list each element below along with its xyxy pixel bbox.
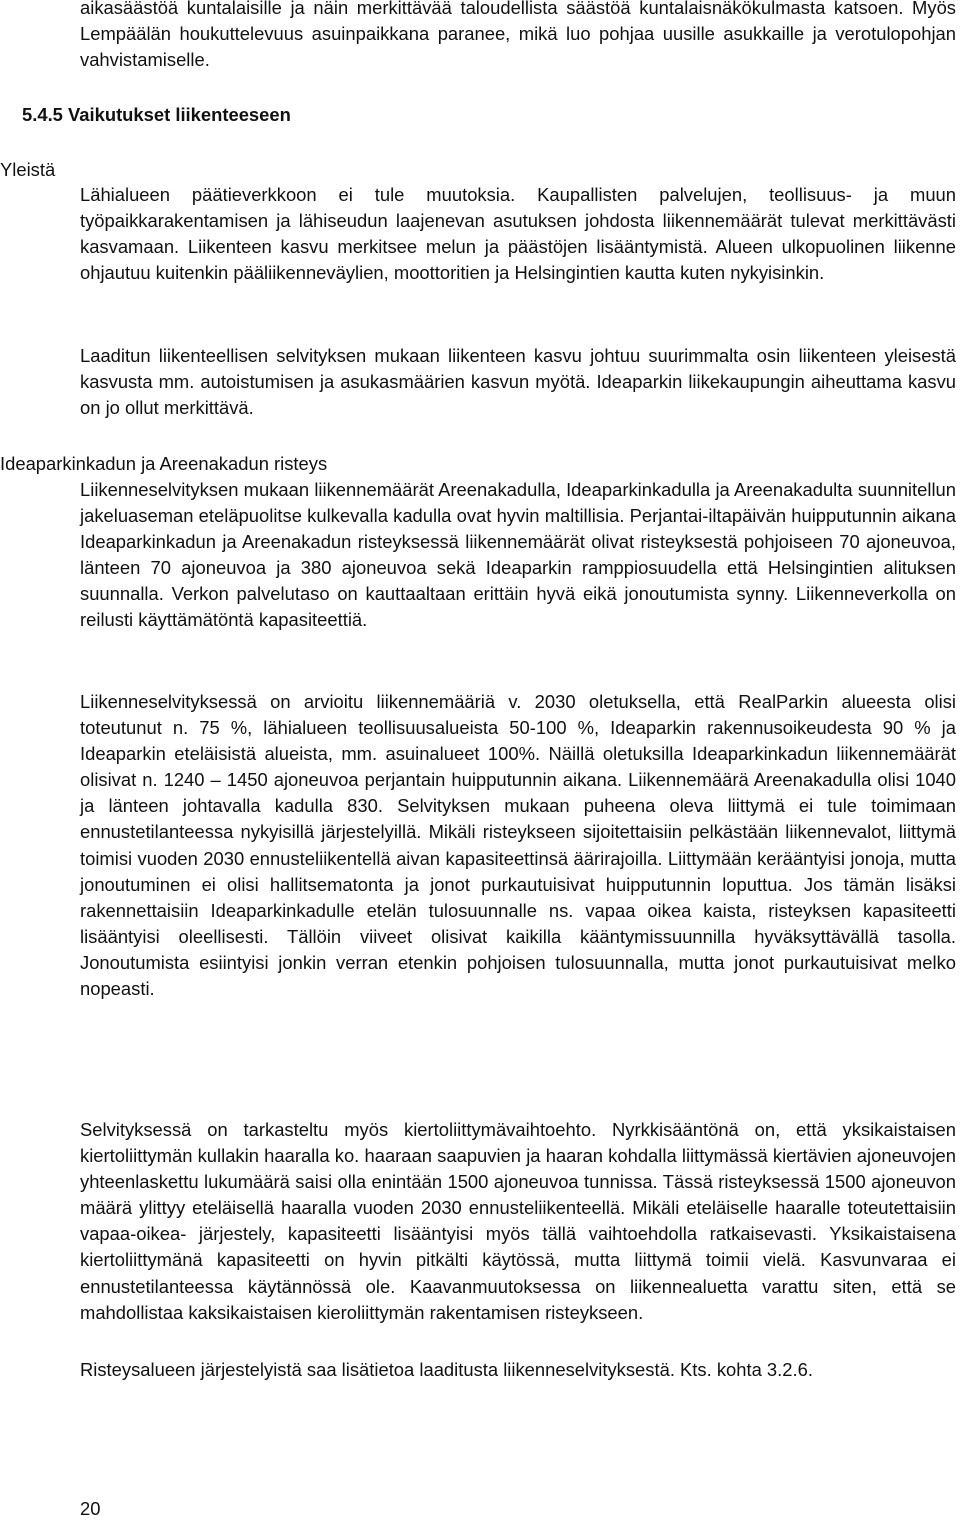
general-paragraph-1: Lähialueen päätieverkkoon ei tule muutoksia. Kaupallisten palvelujen, teollisuus- ja muun työpaikkarakentamisen ja lähiseudun laajenevan asutuksen johdosta liikennemäärät tulevat merkittävästi kasvamaan. Liikenteen kasvu merkitsee melun ja päästöjen lisääntymistä. Alueen ulkopuolinen liikenne ohjautuu kuitenkin pääliikenneväylien, moottoritien ja Helsingintien kautta kuten nykyisinkin. xyxy=(80,184,956,284)
intersection-paragraph-1: Liikenneselvityksen mukaan liikennemäärät Areenakadulla, Ideaparkinkadulla ja Areenakadulta suunnitellun jakeluaseman eteläpuolitse kulkevalla kadulla ovat hyvin maltillisia. Perjantai-iltapäivän huipputunnin aikana Ideaparkinkadun ja Areenakadun risteyksessä liikennemäärät olivat risteyksestä pohjoiseen 70 ajoneuvoa, länteen 70 ajoneuvoa ja 380 ajoneuvoa sekä Ideaparkin ramppiosuudella että Helsingintien alituksen suunnalla. Verkon palvelutaso on kauttaaltaan erittäin hyvä eikä jonoutumista synny. Liikenneverkolla on reilusti käyttämätöntä kapasiteettiä. xyxy=(80,479,956,631)
intersection-paragraph-3: Selvityksessä on tarkasteltu myös kiertoliittymävaihtoehto. Nyrkkisääntönä on, että yksikaistaisen kiertoliittymän kullakin haaralla ko. haaraan saapuvien ja haaran kohdalla liittymässä kiertävien ajoneuvojen yhteenlaskettu lukumäärä saisi olla enintään 1500 ajoneuvoa tunnissa. Tässä risteyksessä 1500 ajoneuvon määrä ylittyy eteläisellä haaralla vuoden 2030 ennusteliikenteellä. Mikäli eteläiselle haaralle toteutettaisiin vapaa-oikea- järjestely, kapasiteetti lisääntyisi myös tällä vaihtoehdolla ratkaisevasti. Yksikaistaisena kiertoliittymänä kapasiteetti on hyvin pitkälti käytössä, mutta liittymä toimii vielä. Kasvunvaraa ei ennustetilanteessa käytännössä ole. Kaavanmuutoksessa on liikennealuetta varattu siten, että se mahdollistaa kaksikaistaisen kieroliittymän rakentamisen risteykseen. xyxy=(80,1119,956,1323)
subsection-label-general: Yleistä xyxy=(0,159,56,180)
general-paragraph-2: Laaditun liikenteellisen selvityksen mukaan liikenteen kasvu johtuu suurimmalta osin liikenteen yleisestä kasvusta mm. autoistumisen ja asukasmäärien kasvun myötä. Ideaparkin liikekaupungin aiheuttama kasvu on jo ollut merkittävä. xyxy=(80,345,956,419)
section-heading: 5.4.5 Vaikutukset liikenteeseen xyxy=(22,104,291,125)
page-number: 20 xyxy=(80,1498,101,1519)
intro-paragraph: aikasäästöä kuntalaisille ja näin merkittävää taloudellista säästöä kuntalaisnäkökulmasta katsoen. Myös Lempäälän houkuttelevuus asuinpaikkana paranee, mikä luo pohjaa uusille asukkaille ja verotulopohjan vahvistamiselle. xyxy=(80,0,956,71)
intersection-paragraph-2: Liikenneselvityksessä on arvioitu liikennemääriä v. 2030 oletuksella, että RealParkin alueesta olisi toteutunut n. 75 %, lähialueen teollisuusalueista 50-100 %, Ideaparkin rakennusoikeudesta 90 % ja Ideaparkin eteläisistä alueista, mm. asuinalueet 100%. Näillä oletuksilla Ideaparkinkadun liikennemäärät olisivat n. 1240 – 1450 ajoneuvoa perjantain huipputunnin aikana. Liikennemäärä Areenakadulla olisi 1040 ja länteen johtavalla kadulla 830. Selvityksen mukaan puheena oleva liittymä ei tule toimimaan ennustetilanteessa nykyisillä järjestelyillä. Mikäli risteykseen sijoitettaisiin pelkästään liikennevalot, liittymä toimisi vuoden 2030 ennusteliikentellä aivan kapasiteettinsä äärirajoilla. Liittymään kerääntyisi jonoja, mutta jonoutuminen ei olisi hallitsematonta ja jonot purkautuisivat huipputunnin loputtua. Jos tämän lisäksi rakennettaisiin Ideaparkinkadulle etelän tulosuunnalle ns. vapaa oikea kaista, risteyksen kapasiteetti lisääntyisi oleellisesti. Tällöin viiveet olisivat kaikilla kääntymissuunnilla hyväksyttävällä tasolla. Jonoutumista esiintyisi jonkin verran etenkin pohjoisen tulosuunnalla, mutta jonot purkautuisivat melko nopeasti. xyxy=(80,691,956,1000)
subsection-label-intersection: Ideaparkinkadun ja Areenakadun risteys xyxy=(0,453,328,474)
intersection-paragraph-4: Risteysalueen järjestelyistä saa lisätietoa laaditusta liikenneselvityksestä. Kts. kohta 3.2.6. xyxy=(80,1359,813,1380)
